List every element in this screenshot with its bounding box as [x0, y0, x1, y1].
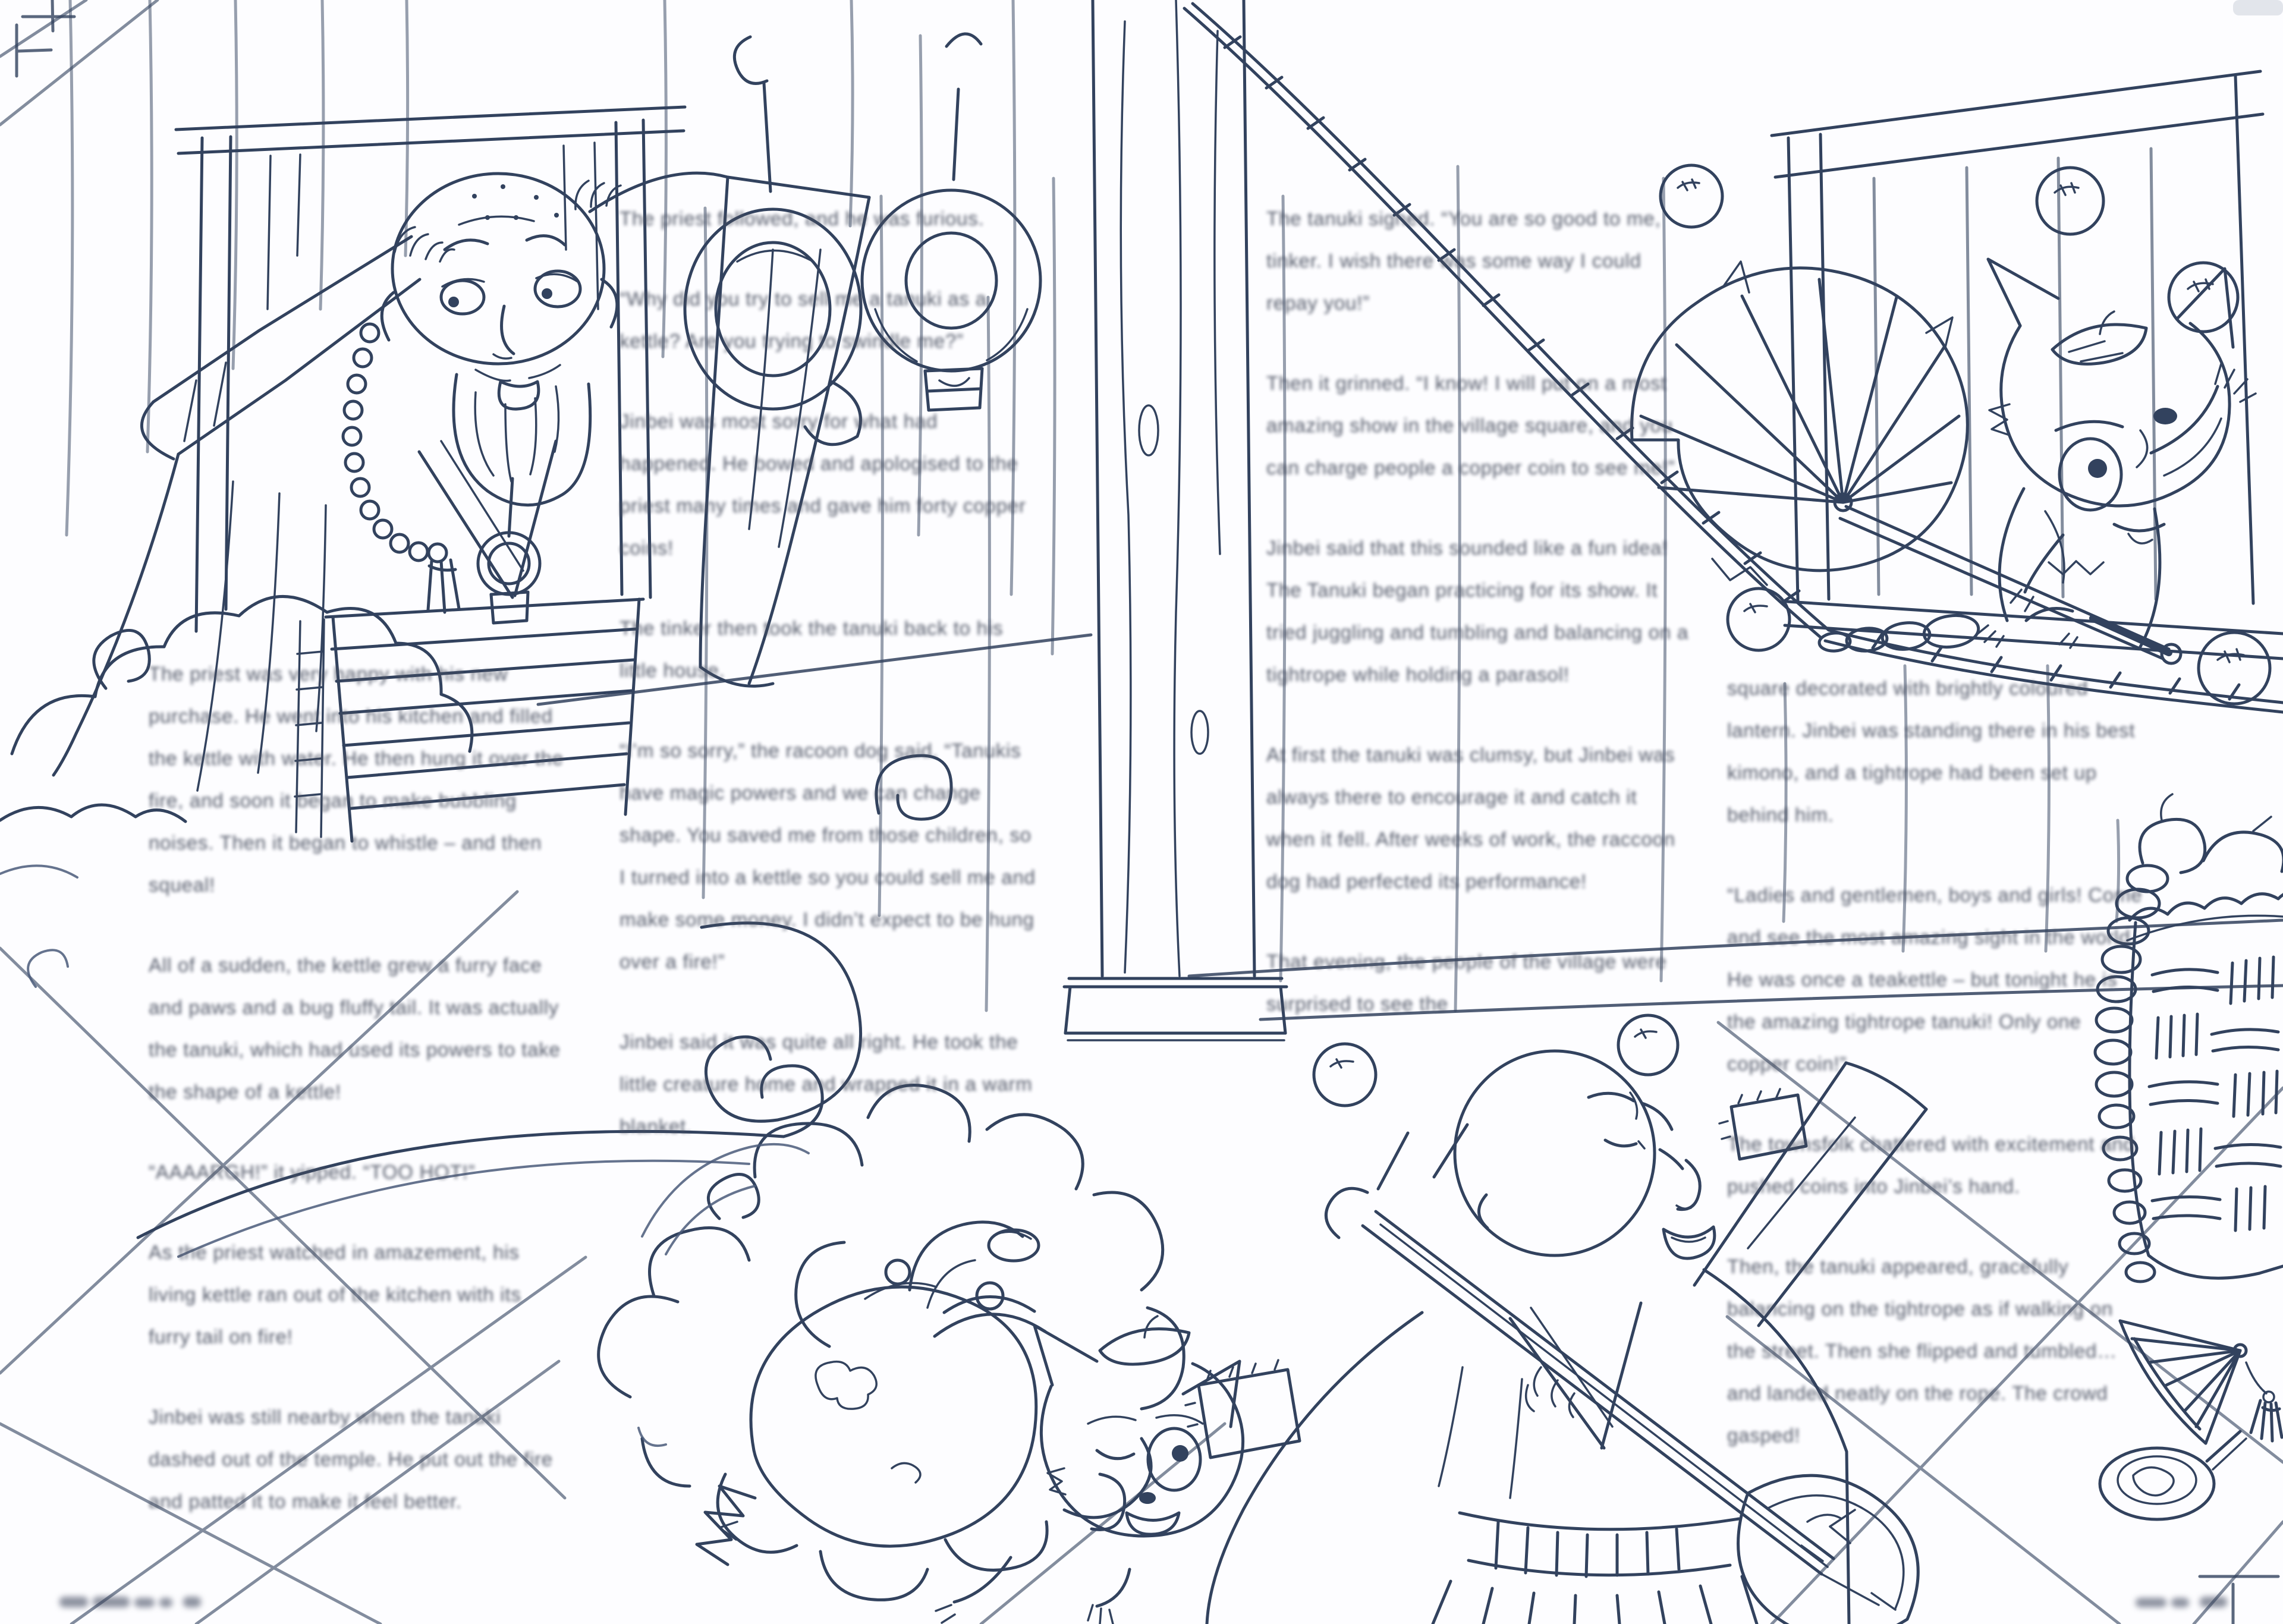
story-paragraph: “I’m so sorry,” the racoon dog said. “Tanukis have magic powers and we can change shape. You saved me from those children, so I turned into a kettle so you could sell me and make some money. I didn’t expect to be hung over a fire!” [620, 739, 1036, 972]
story-paragraph: The priest was very happy with his new purchase. He went into his kitchen and filled the kettle with water. He then hung it over the fire, and soon it began to make bubbling noises. Then it began to whistle – and then squeal! [149, 663, 564, 896]
story-column-left-2 [620, 197, 1039, 1185]
story-paragraph: Then it grinned. “I know! I will put on a most amazing show in the village square, and you can charge people a copper coin to see me!” [1266, 372, 1675, 479]
footer-print-code-right [2136, 1597, 2227, 1607]
story-column-left-1 [149, 653, 568, 1560]
footer-print-code-left [59, 1597, 201, 1607]
story-paragraph: All of a sudden, the kettle grew a furry face and paws and a bug fluffy tail. It was actually the tanuki, which had used its powers to take the shape of a kettle! [149, 954, 561, 1103]
window-frame [1772, 71, 2283, 659]
pillar [1064, 0, 1287, 1040]
story-paragraph: Then, the tanuki appeared, gracefully balancing on the tightrope as if walking on the street. Then she flipped and tumbled… and landed neatly on the rope. The crowd gasped! [1727, 1255, 2117, 1446]
story-paragraph: “Ladies and gentlemen, boys and girls! Come and see the most amazing sight in the world. He was once a teakettle – but tonight he is the amazing tightrope tanuki! Only one copper coin!” [1727, 884, 2143, 1075]
story-paragraph: The tanuki sighed. “You are so good to me, tinker. I wish there was some way I could repay you!” [1266, 207, 1661, 314]
story-paragraph: “AAAARGH!” it yipped. “TOO HOT!” [149, 1161, 476, 1183]
story-paragraph: The priest followed, and he was furious. [620, 207, 985, 229]
story-column-right-2 [1727, 667, 2146, 1494]
story-paragraph: At first the tanuki was clumsy, but Jinbei was always there to encourage it and catch it when it fell. After weeks of work, the raccoon dog had perfected its performance! [1266, 744, 1675, 892]
juggling-tanuki [1819, 259, 2256, 653]
story-column-right-1 [1266, 197, 1691, 1063]
story-paragraph: That evening, the people of the village were surprised to see the [1266, 951, 1667, 1015]
story-paragraph: Jinbei was most sorry for what had happened. He bowed and apologised to the priest many times and gave him forty copper coins! [620, 410, 1026, 559]
story-paragraph: The tinker then took the tanuki back to his little house. [620, 617, 1004, 681]
story-paragraph: The townsfolk chattered with excitement and pushed coins into Jinbei’s hand. [1727, 1133, 2135, 1197]
story-paragraph: Jinbei was still nearby when the tanuki dashed out of the temple. He put out the fire and patted it to make it feel better. [149, 1406, 553, 1512]
story-paragraph: “Why did you try to sell me a tanuki as a kettle? Are you trying to swindle me?” [620, 288, 987, 352]
story-paragraph: square decorated with brightly coloured lantern. Jinbei was standing there in his best kimono, and a tightrope had been set up behind him. [1727, 677, 2136, 826]
story-paragraph: As the priest watched in amazement, his living kettle ran out of the kitchen with its furry tail on fire! [149, 1241, 521, 1348]
story-paragraph: Jinbei said it was quite all right. He took the little creature home and wrapped it in a warm blanket. [620, 1031, 1033, 1137]
prayer-beads [343, 324, 459, 612]
story-paragraph: Jinbei said that this sounded like a fun idea! The Tanuki began practicing for its show. It tried juggling and tumbling and balancing on a tightrope while holding a parasol! [1266, 537, 1689, 685]
